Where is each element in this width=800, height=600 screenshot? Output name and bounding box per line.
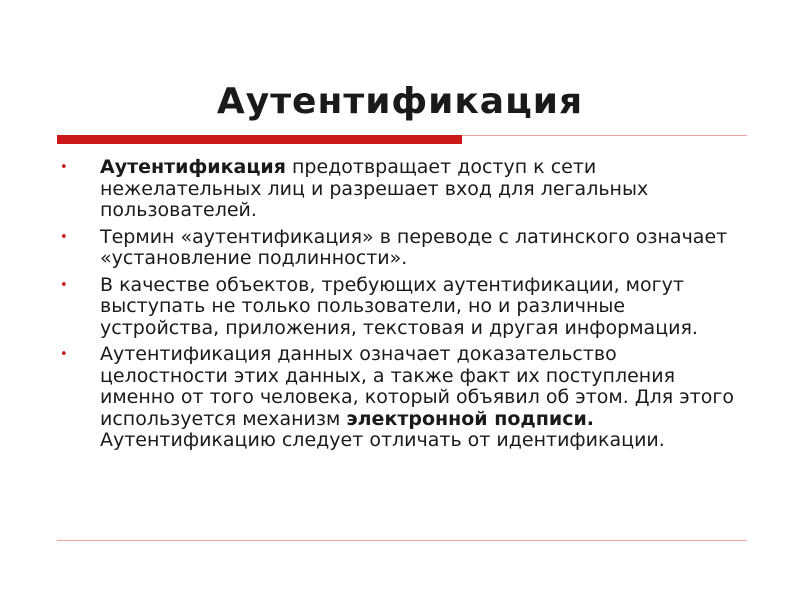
bullet-icon: • (60, 277, 68, 293)
title-divider-accent (57, 135, 462, 144)
bullet-item-3 (58, 275, 748, 340)
bullet-item-2 (58, 227, 748, 270)
bullet-4-text-after: Аутентификацию следует отличать от идентификации. (100, 429, 665, 451)
bullet-list (58, 157, 748, 457)
footer-divider (57, 540, 747, 541)
bullet-1-term: Аутентификация (100, 156, 286, 178)
bullet-icon: • (60, 229, 68, 245)
bullet-3-text: В качестве объектов, требующих аутентификации, могут выступать не только пользователи, но и различные устройства, приложения, текстовая и другая информация. (100, 273, 698, 339)
bullet-2-text: Термин «аутентификация» в переводе с латинского означает «установление подлинности». (100, 225, 728, 269)
bullet-4-text-before: Аутентификация данных означает доказательство целостности этих данных, а также факт их поступления именно от того человека, который объявил об этом. Для этого используется механизм (100, 343, 734, 430)
bullet-4-emphasis: электронной подписи. (346, 407, 594, 430)
bullet-icon: • (60, 160, 68, 175)
bullet-1-text: предотвращает доступ к сети нежелательных лиц и разрешает вход для легальных пользователей. (100, 156, 649, 221)
slide-title: Аутентификация (216, 81, 584, 122)
bullet-icon: • (60, 347, 68, 362)
bullet-item-4 (58, 344, 748, 452)
bullet-item-1 (58, 157, 748, 222)
